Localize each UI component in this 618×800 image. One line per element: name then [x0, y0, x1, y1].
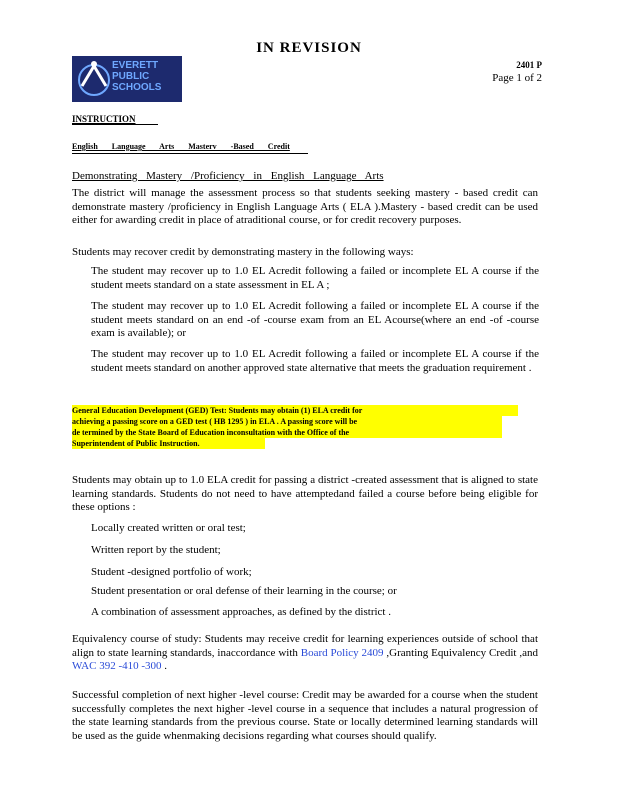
option-written-report: Written report by the student; — [91, 544, 221, 556]
recover-intro: Students may recover credit by demonstrating mastery in the following ways: — [72, 246, 414, 258]
ged-highlight-block — [72, 405, 518, 449]
bullet-icon — [74, 544, 83, 556]
equivalency-paragraph: Equivalency course of study: Students may receive credit for learning experiences outside of school that align to state learning standards, inaccordance with Board Policy 2409 ,Granting Equivalency Credit ,and WAC 392 -410 -300 . — [72, 633, 538, 673]
wac-link[interactable]: WAC 392 -410 -300 — [72, 660, 162, 673]
page-indicator: Page 1 of 2 — [492, 72, 542, 84]
logo-mark-icon — [74, 56, 114, 102]
recovery-option-3: The student may recover up to 1.0 EL Acredit following a failed or incomplete EL A course if the student meets standard on another approved state alternative that meets the graduation requirement . — [91, 348, 539, 374]
bullet-icon — [74, 300, 83, 312]
option-written-test: Locally created written or oral test; — [91, 522, 246, 534]
bullet-icon — [74, 606, 83, 618]
option-combination: A combination of assessment approaches, as defined by the district . — [91, 606, 391, 618]
logo-line-3: SCHOOLS — [112, 82, 162, 93]
ged-line-4: Superintendent of Public Instruction. — [72, 438, 518, 449]
document-subtitle: English Language Arts Masterv -Based Credit — [72, 142, 290, 151]
ged-line-2: achieving a passing score on a GED test ( HB 1295 ) in ELA . A passing score will be — [72, 416, 518, 427]
bullet-icon — [74, 265, 83, 277]
section-heading: Demonstrating Mastery /Proficiency in English Language Arts — [72, 170, 384, 182]
recovery-option-1: The student may recover up to 1.0 EL Acredit following a failed or incomplete EL A course if the student meets standard on a state assessment in EL A ; — [91, 265, 539, 291]
section-label: INSTRUCTION — [72, 114, 158, 125]
bullet-icon — [74, 522, 83, 534]
bullet-icon — [74, 566, 83, 578]
bullet-icon — [74, 348, 83, 360]
subtitle-rule — [72, 153, 308, 154]
obtain-intro: Students may obtain up to 1.0 ELA credit for passing a district -created assessment that is aligned to state learning standards. Students do not need to have attemptedand failed a course before being eligible for these options : — [72, 474, 538, 514]
logo-line-2: PUBLIC — [112, 71, 150, 82]
ged-line-3: de termined by the State Board of Education inconsultation with the Office of the — [72, 427, 518, 438]
option-portfolio: Student -designed portfolio of work; — [91, 566, 252, 578]
ged-line-1: General Education Development (GED) Test: Students may obtain (1) ELA credit for — [72, 405, 518, 416]
logo-line-1: EVERETT — [112, 60, 159, 71]
board-policy-link[interactable]: Board Policy 2409 — [300, 646, 384, 659]
option-presentation: Student presentation or oral defense of their learning in the course; or — [91, 585, 397, 597]
policy-number: 2401 P — [516, 60, 542, 70]
page-title: IN REVISION — [256, 40, 362, 56]
everett-public-schools-logo — [72, 56, 182, 102]
recovery-option-2: The student may recover up to 1.0 EL Acredit following a failed or incomplete EL A course if the student meets standard on an end -of -course exam from an EL Acourse(where an end -of -course exam is available); or — [91, 300, 539, 340]
bullet-icon — [74, 585, 83, 597]
successful-completion-paragraph: Successful completion of next higher -level course: Credit may be awarded for a course when the student successfully completes the next higher -level course in a sequence that includes a natural progression of the state learning standards from the previous course. State or locally determined learning standards will be used as the guide whenmaking decisions regarding what courses should qualify. — [72, 689, 538, 742]
intro-paragraph: The district will manage the assessment process so that students seeking mastery - based credit can demonstrate mastery /proficiency in English Language Arts ( ELA ).Mastery - based credit can be used either for awarding credit in place of atraditional course, or for credit recovery purposes. — [72, 187, 538, 227]
